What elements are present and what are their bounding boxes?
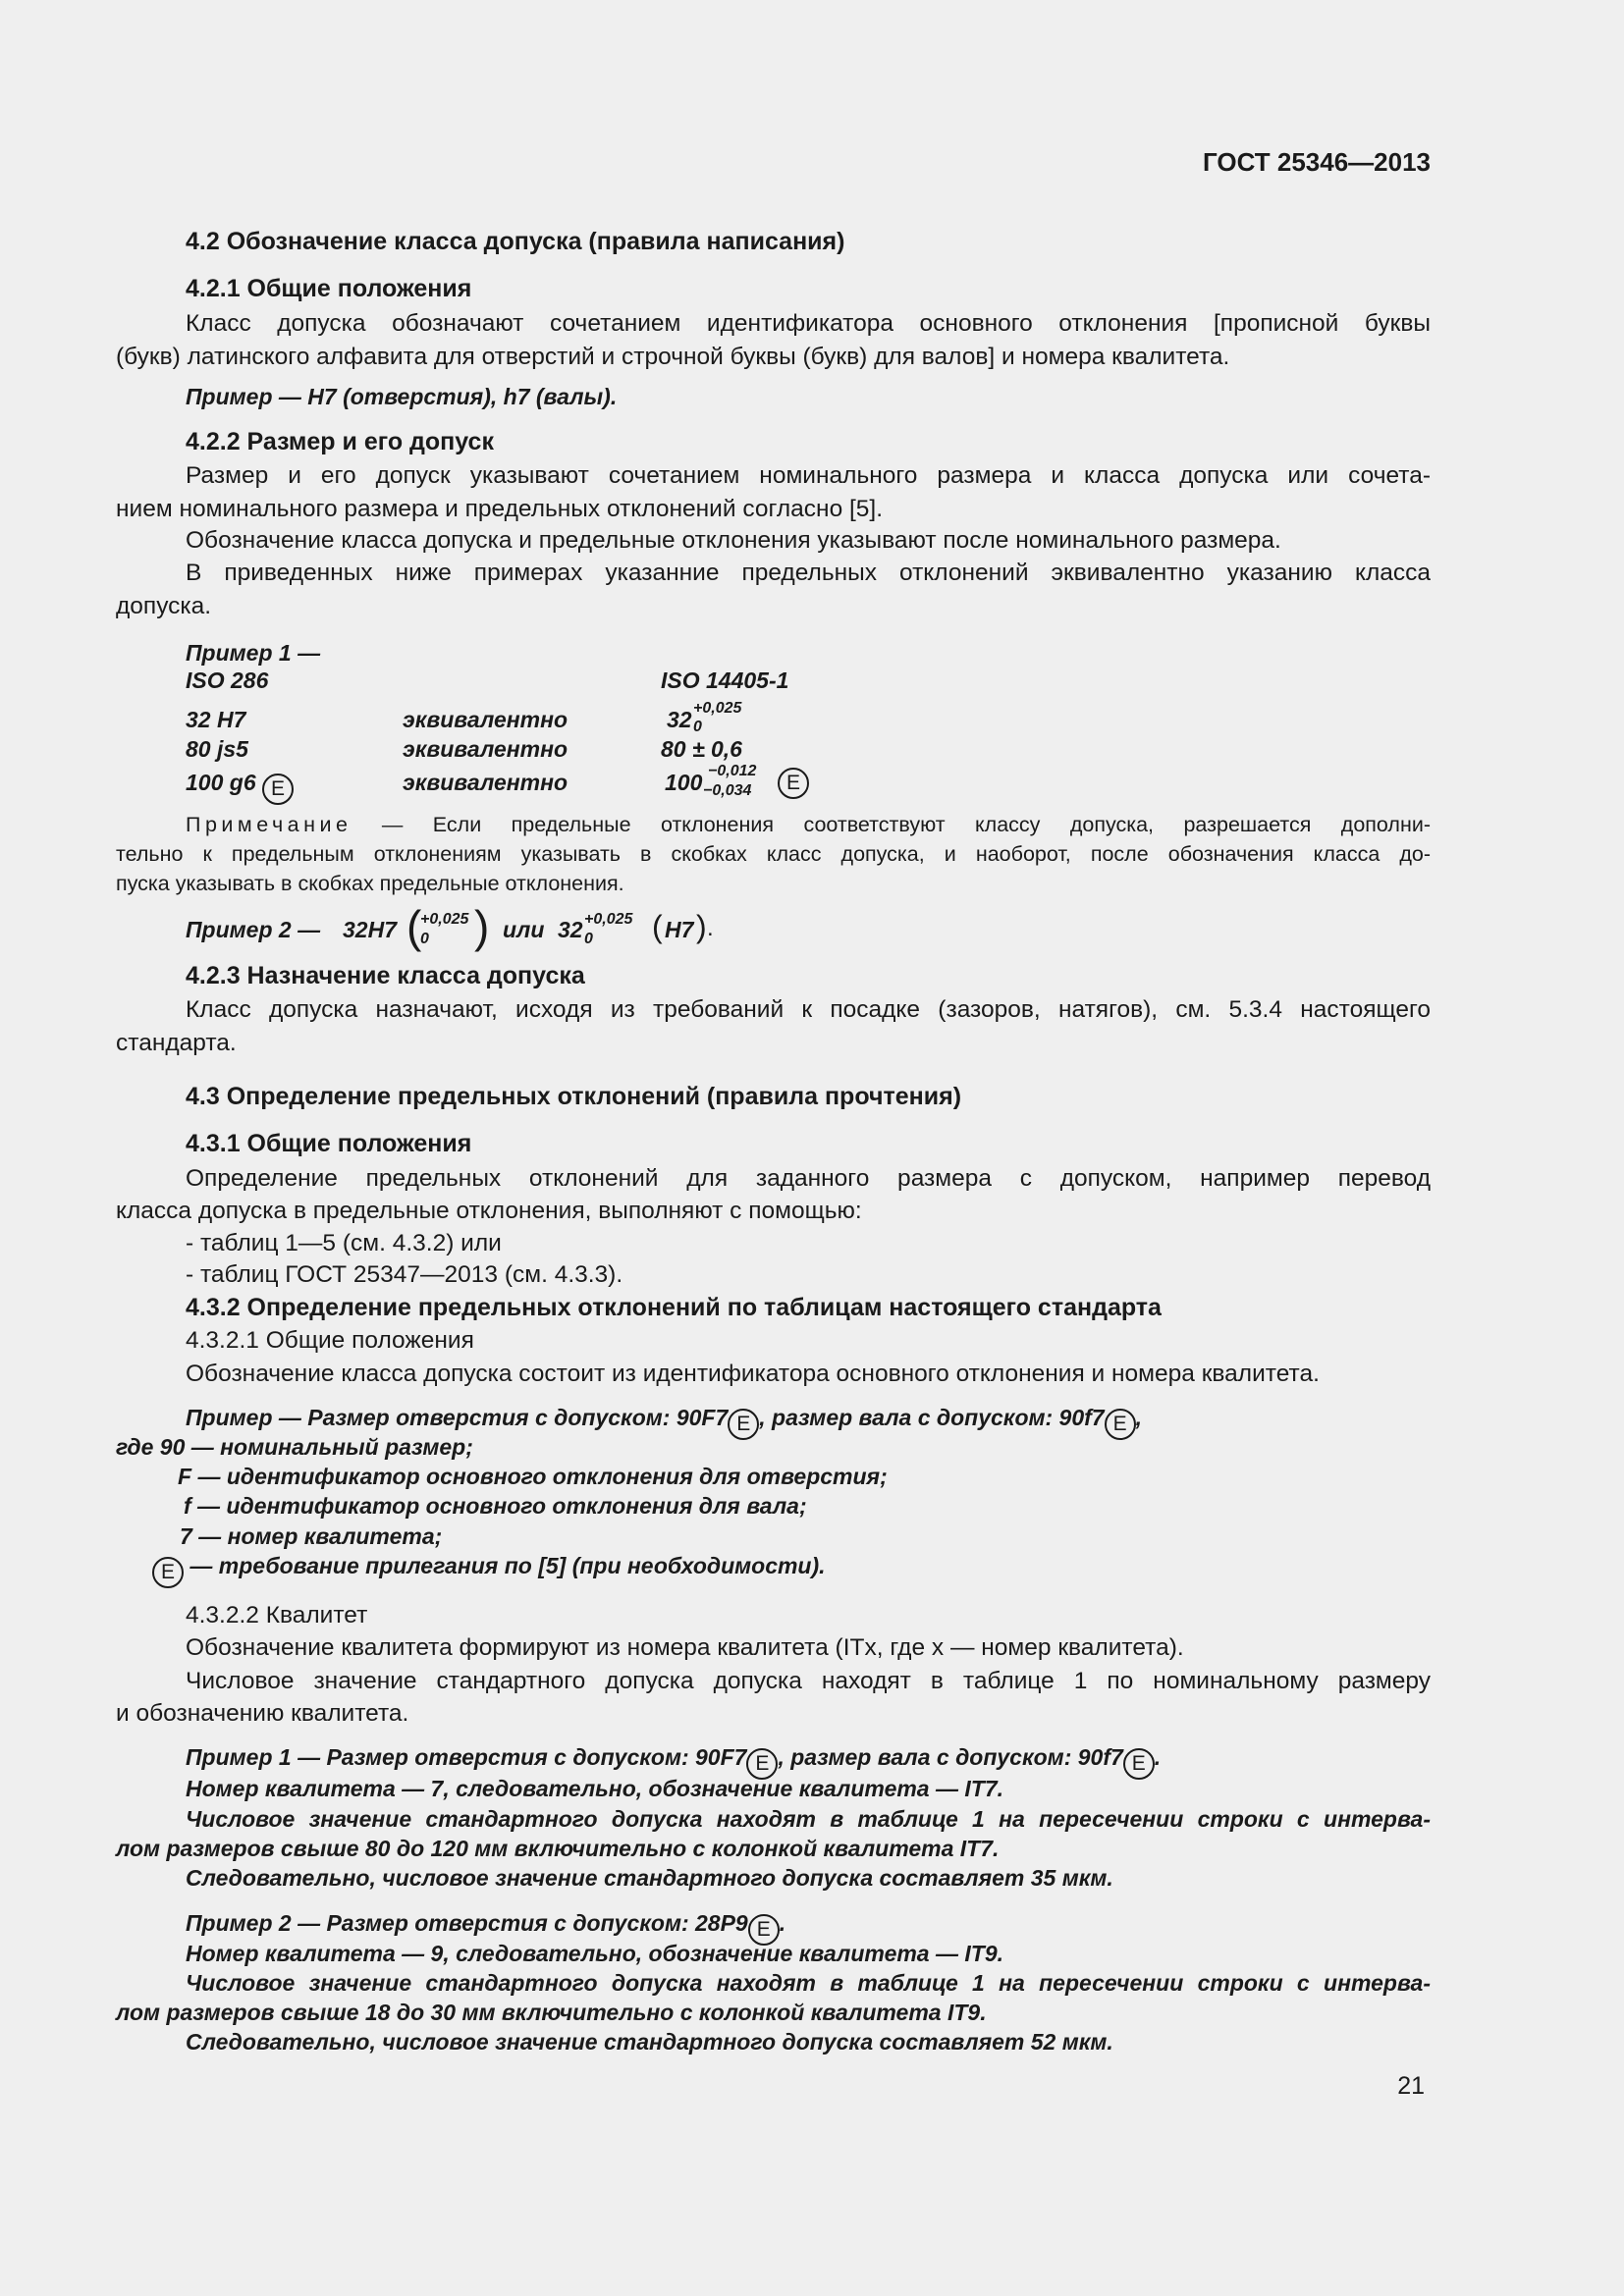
envelope-requirement-icon: E [746,1748,778,1780]
example: Пример 2 — Размер отверстия с допуском: 28P9 E . [186,1910,785,1946]
note: тельно к предельным отклонениям указывать в скобках класс допуска, и наоборот, после обозначения класса до- [116,842,1431,866]
envelope-requirement-icon: E [778,768,809,799]
section-4-2-title: 4.2 Обозначение класса допуска (правила написания) [186,228,845,255]
note: Примечание — Если предельные отклонения соответствуют классу допуска, разрешается дополни- [186,813,1431,836]
example-cell: 32 [667,707,692,732]
example-cell: эквивалентно [403,707,568,732]
envelope-requirement-icon: E [1105,1409,1136,1440]
upper-deviation: +0,025 [584,911,633,928]
example-cell: 32 H7 [186,707,246,732]
upper-deviation: −0,012 [708,763,757,779]
paragraph: Обозначение квалитета формируют из номера квалитета (ITx, где x — номер квалитета). [186,1634,1184,1661]
example: Числовое значение стандартного допуска находят в таблице 1 на пересечении строки с интерва- [186,1806,1431,1832]
paragraph: Класс допуска обозначают сочетанием идентификатора основного отклонения [прописной буквы [186,310,1431,337]
example-where: E — требование прилегания по [5] (при необходимости). [152,1553,826,1588]
upper-deviation: +0,025 [693,700,742,717]
example: Следовательно, числовое значение стандартного допуска составляет 35 мкм. [186,1865,1113,1891]
paragraph: и обозначению квалитета. [116,1700,409,1727]
example-cell: 80 js5 [186,736,248,762]
upper-deviation: +0,025 [420,911,469,928]
paragraph: класса допуска в предельные отклонения, выполняют с помощью: [116,1198,862,1224]
list-item: - таблиц ГОСТ 25347—2013 (см. 4.3.3). [186,1261,623,1288]
paragraph: Обозначение класса допуска и предельные отклонения указывают после номинального размера. [186,527,1281,554]
paragraph: Числовое значение стандартного допуска допуска находят в таблице 1 по номинальному размеру [186,1668,1431,1694]
envelope-requirement-icon: E [1123,1748,1155,1780]
example-where: 7 — номер квалитета; [180,1523,443,1549]
note: пуска указывать в скобках предельные отклонения. [116,872,624,895]
section-4-2-1-title: 4.2.1 Общие положения [186,275,472,302]
column-header-iso14405: ISO 14405-1 [661,667,789,693]
example-cell: 80 ± 0,6 [661,736,742,762]
example-where: f — идентификатор основного отклонения для вала; [184,1493,807,1519]
example: Номер квалитета — 7, следовательно, обозначение квалитета — IT7. [186,1776,1003,1801]
subsection-4-3-2-2-title: 4.3.2.2 Квалитет [186,1602,368,1629]
lower-deviation: 0 [420,931,429,947]
example: лом размеров свыше 18 до 30 мм включительно с колонкой квалитета IT9. [116,2000,987,2025]
subsection-4-3-2-1-title: 4.3.2.1 Общие положения [186,1327,474,1354]
example-cell: 100 g6 E [186,770,294,805]
envelope-requirement-icon: E [728,1409,759,1440]
list-item: - таблиц 1—5 (см. 4.3.2) или [186,1230,502,1256]
example-label: Пример 2 — [186,917,321,942]
example-cell: эквивалентно [403,736,568,762]
paragraph: допуска. [116,593,212,619]
example: Пример 1 — Размер отверстия с допуском: 90F7 E , размер вала с допуском: 90f7 E . [186,1744,1161,1780]
example-where: где 90 — номинальный размер; [116,1434,473,1460]
section-4-2-2-title: 4.2.2 Размер и его допуск [186,428,494,455]
paragraph: стандарта. [116,1030,237,1056]
example: Следовательно, числовое значение стандартного допуска составляет 52 мкм. [186,2029,1113,2055]
example-value: 32H7 [343,917,397,942]
paragraph: Обозначение класса допуска состоит из идентификатора основного отклонения и номера квалитета. [186,1361,1320,1387]
example-cell: эквивалентно [403,770,568,795]
paragraph: В приведенных ниже примерах указанние предельных отклонений эквивалентно указанию класса [186,560,1431,586]
section-4-3-title: 4.3 Определение предельных отклонений (правила прочтения) [186,1083,962,1110]
column-header-iso286: ISO 286 [186,667,269,693]
example: Номер квалитета — 9, следовательно, обозначение квалитета — IT9. [186,1941,1003,1966]
lower-deviation: −0,034 [703,782,752,799]
envelope-requirement-icon: E [748,1914,780,1946]
lower-deviation: 0 [584,931,593,947]
example: Числовое значение стандартного допуска находят в таблице 1 на пересечении строки с интерва- [186,1970,1431,1996]
example-label: Пример 1 — [186,640,321,666]
section-4-2-3-title: 4.2.3 Назначение класса допуска [186,962,585,989]
paragraph: (букв) латинского алфавита для отверстий и строчной буквы (букв) для валов] и номера квалитета. [116,344,1230,370]
paragraph: Размер и его допуск указывают сочетанием номинального размера и класса допуска или сочета- [186,462,1431,489]
section-4-3-2-title: 4.3.2 Определение предельных отклонений по таблицам настоящего стандарта [186,1294,1162,1321]
example: Пример — Размер отверстия с допуском: 90F7 E , размер вала с допуском: 90f7 E , [186,1405,1142,1440]
example-value: H7 [665,917,694,942]
page-number: 21 [1397,2072,1425,2100]
standard-number: ГОСТ 25346—2013 [1203,147,1431,177]
envelope-requirement-icon: E [152,1557,184,1588]
paragraph: нием номинального размера и предельных отклонений согласно [5]. [116,496,884,522]
example-value: 32 [558,917,583,942]
paragraph: Определение предельных отклонений для заданного размера с допуском, например перевод [186,1165,1431,1192]
document-page: ГОСТ 25346—2013 4.2 Обозначение класса допуска (правила написания) 4.2.1 Общие положения Класс допуска обозначают сочетанием идентификатора основного отклонения [прописной буквы (букв) латинского алфавита для отверстий и строчной буквы (букв) для валов] и номера квалитета. Пример — H7 (отверстия), h7 (валы). 4.2.2 Размер и его допуск Размер и его допуск указывают сочетанием номинального размера и класса допуска или сочета- нием номинального размера и предельных отклонений согласно [5]. Обозначение класса допуска и предельные отклонения указывают после номинального размера. В приведенных ниже примерах указанние предельных отклонений эквивалентно указанию класса допуска. Пример 1 — ISO 286 ISO 14405-1 32 H7 эквивалентно 32 +0,025 0 80 js5 эквивалентно 80 ± 0,6 100 g6 E эквивалентно 100 −0,012 −0,034 E Примечание — Если предельные отклонения соответствуют классу допуска, разрешается дополни- тельно к предельным отклонениям указывать в скобках класс допуска, и наоборот, после обозначения класса до- пуска указывать в скобках предельные отклонения. Пример 2 — 32H7 ( +0,025 0 ) или 32 +0,025 0 ( H7 ) . 4.2.3 Назначение класса допуска Класс допуска назначают, исходя из требований к посадке (зазоров, натягов), см. 5.3.4 настоящего стандарта. 4.3 Определение предельных отклонений (правила прочтения) 4.3.1 Общие положения Определение предельных отклонений для заданного размера с допуском, например перевод класса допуска в предельные отклонения, выполняют с помощью: - таблиц 1—5 (см. 4.3.2) или - таблиц ГОСТ 25347—2013 (см. 4.3.3). 4.3.2 Определение предельных отклонений по таблицам настоящего стандарта 4.3.2.1 Общие положения Обозначение класса допуска состоит из идентификатора основного отклонения и номера квалитета. Пример — Размер отверстия с допуском: 90F7 E , размер вала с допуском: 90f7 E , где 90 — номинальный размер; F — идентификатор основного отклонения для отверстия; f — идентификатор основного отклонения для вала; 7 — номер квалитета; E — требование прилегания по [5] (при необходимости). 4.3.2.2 Квалитет Обозначение квалитета формируют из номера квалитета (ITx, где x — номер квалитета). Числовое значение стандартного допуска допуска находят в таблице 1 по номинальному размеру и обозначению квалитета. Пример 1 — Размер отверстия с допуском: 90F7 E , размер вала с допуском: 90f7 E . Номер квалитета — 7, следовательно, обозначение квалитета — IT7. Числовое значение стандартного допуска находят в таблице 1 на пересечении строки с интерва- лом размеров свыше 80 до 120 мм включительно с колонкой квалитета IT7. Следовательно, числовое значение стандартного допуска составляет 35 мкм. Пример 2 — Размер отверстия с допуском: 28P9 E . Номер квалитета — 9, следовательно, обозначение квалитета — IT9. Числовое значение стандартного допуска находят в таблице 1 на пересечении строки с интерва- лом размеров свыше 18 до 30 мм включительно с колонкой квалитета IT9. Следовательно, числовое значение стандартного допуска составляет 52 мкм. 21 [116,147,1431,2100]
example: Пример — H7 (отверстия), h7 (валы). [186,384,618,409]
lower-deviation: 0 [693,719,702,735]
example-cell: 100 [665,770,703,795]
note-label: Примечание [186,813,352,836]
envelope-requirement-icon: E [262,774,294,805]
paragraph: Класс допуска назначают, исходя из требований к посадке (зазоров, натягов), см. 5.3.4 настоящего [186,996,1431,1023]
example: лом размеров свыше 80 до 120 мм включительно с колонкой квалитета IT7. [116,1836,1000,1861]
example-or: или [503,917,545,942]
example-where: F — идентификатор основного отклонения для отверстия; [178,1464,888,1489]
section-4-3-1-title: 4.3.1 Общие положения [186,1130,472,1157]
